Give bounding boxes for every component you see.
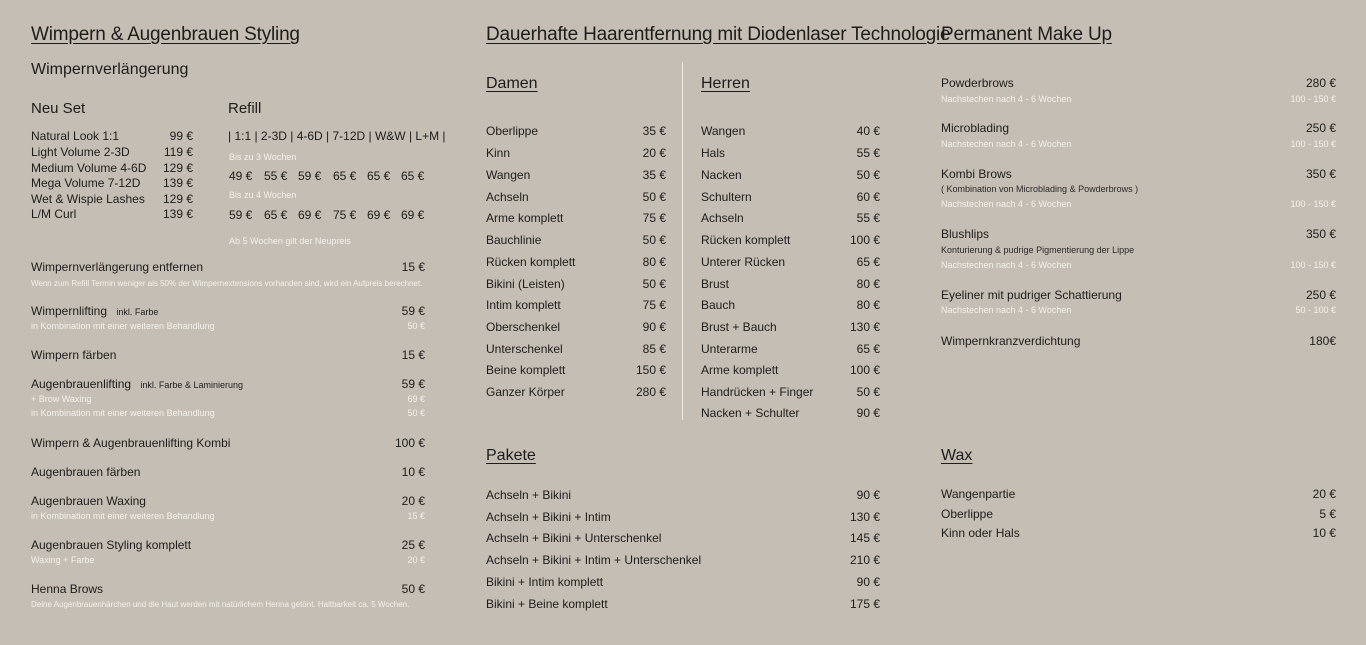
refill-4w-price: 59 € [229, 208, 253, 222]
damen-item-price: 20 € [642, 146, 666, 160]
pmu-item-detail: ( Kombination von Microblading & Powderbrows ) [941, 184, 1139, 194]
lifting-name: Wimpernlifting [31, 304, 108, 318]
herren-item-name: Achseln [701, 211, 744, 225]
kranz-price: 180€ [1309, 334, 1336, 348]
brauen-styling-name: Augenbrauen Styling komplett [31, 538, 192, 552]
lifting-extra: inkl. Farbe [116, 307, 159, 317]
lifting-price: 59 € [401, 304, 425, 318]
brauenlifting-note2-price: 50 € [407, 408, 425, 418]
pmu-item-price: 350 € [1305, 227, 1336, 241]
damen-item-name: Achseln [486, 190, 529, 204]
brauen-waxing-price: 20 € [401, 494, 425, 508]
brauen-waxing-name: Augenbrauen Waxing [31, 494, 146, 508]
neuset-item-price: 129 € [162, 161, 193, 175]
damen-item-price: 85 € [642, 342, 666, 356]
herren-label: Herren [701, 75, 750, 92]
pmu-item-note-price: 100 - 150 € [1290, 139, 1336, 149]
pmu-item-price: 280 € [1305, 76, 1336, 90]
herren-item-name: Nacken [701, 168, 742, 182]
paket-name: Achseln + Bikini + Intim + Unterschenkel [486, 553, 702, 567]
refill-header: | 1:1 | 2-3D | 4-6D | 7-12D | W&W | L+M | [228, 129, 446, 143]
wimpern-faerben-price: 15 € [401, 348, 425, 362]
refill-4w-label: Bis zu 4 Wochen [229, 190, 297, 200]
brauen-faerben-price: 10 € [401, 465, 425, 479]
damen-item-name: Unterschenkel [486, 342, 563, 356]
neuset-item-price: 99 € [169, 129, 193, 143]
entfernen-price: 15 € [401, 260, 425, 274]
pmu-item-name: Kombi Brows [941, 167, 1012, 181]
pmu-item-name: Blushlips [941, 227, 990, 241]
paket-name: Bikini + Beine komplett [486, 597, 608, 611]
herren-item-name: Unterer Rücken [701, 255, 786, 269]
henna-price: 50 € [401, 582, 425, 596]
paket-price: 90 € [856, 575, 880, 589]
pmu-item-note-price: 100 - 150 € [1290, 199, 1336, 209]
neuset-item-price: 139 € [162, 176, 193, 190]
wax-label: Wax [941, 447, 973, 464]
paket-price: 145 € [849, 531, 880, 545]
refill-3w-price: 59 € [298, 169, 322, 183]
damen-item-price: 50 € [642, 233, 666, 247]
wimpern-faerben-name: Wimpern färben [31, 348, 117, 362]
refill-note: Ab 5 Wochen gilt der Neupreis [229, 236, 351, 246]
herren-item-price: 55 € [856, 146, 880, 160]
herren-item-price: 50 € [856, 385, 880, 399]
refill-label: Refill [228, 100, 262, 117]
herren-item-name: Nacken + Schulter [701, 406, 800, 420]
brauenlifting-row [31, 377, 243, 391]
wax-item-price: 20 € [1312, 487, 1336, 501]
pmu-item-note: Nachstechen nach 4 - 6 Wochen [941, 305, 1072, 315]
herren-item-name: Schultern [701, 190, 752, 204]
pmu-item-note-price: 50 - 100 € [1295, 305, 1336, 315]
herren-item-price: 90 € [856, 406, 880, 420]
damen-item-price: 50 € [642, 190, 666, 204]
kombi-price: 100 € [394, 436, 425, 450]
damen-item-name: Wangen [486, 168, 531, 182]
damen-item-price: 280 € [635, 385, 666, 399]
refill-3w-label: Bis zu 3 Wochen [229, 152, 297, 162]
pakete-label: Pakete [486, 447, 536, 464]
henna-name: Henna Brows [31, 582, 104, 596]
pmu-item-name: Powderbrows [941, 76, 1014, 90]
damen-label: Damen [486, 75, 538, 92]
pmu-item-note: Nachstechen nach 4 - 6 Wochen [941, 139, 1072, 149]
damen-item-price: 75 € [642, 211, 666, 225]
brauen-faerben-name: Augenbrauen färben [31, 465, 141, 479]
brauen-waxing-note: in Kombination mit einer weiteren Behandlung [31, 511, 215, 521]
damen-item-name: Bikini (Leisten) [486, 277, 565, 291]
brauen-styling-note-price: 20 € [407, 555, 425, 565]
refill-3w-price: 65 € [401, 169, 425, 183]
neuset-item-name: Medium Volume 4-6D [31, 161, 147, 175]
refill-4w-price: 75 € [333, 208, 357, 222]
pmu-item-note: Nachstechen nach 4 - 6 Wochen [941, 260, 1072, 270]
refill-3w-price: 49 € [229, 169, 253, 183]
damen-item-name: Beine komplett [486, 363, 566, 377]
damen-item-price: 35 € [642, 124, 666, 138]
neuset-item-name: Light Volume 2-3D [31, 145, 130, 159]
pmu-item-name: Eyeliner mit pudriger Schattierung [941, 288, 1122, 302]
neuset-item-name: Mega Volume 7-12D [31, 176, 141, 190]
damen-item-price: 80 € [642, 255, 666, 269]
herren-item-name: Wangen [701, 124, 746, 138]
entfernen-name: Wimpernverlängerung entfernen [31, 260, 204, 274]
neuset-item-price: 139 € [162, 207, 193, 221]
column-divider [682, 62, 683, 420]
refill-4w-price: 65 € [264, 208, 288, 222]
damen-item-name: Oberlippe [486, 124, 539, 138]
pmu-item-note: Nachstechen nach 4 - 6 Wochen [941, 199, 1072, 209]
wax-item-price: 5 € [1319, 507, 1336, 521]
damen-item-name: Oberschenkel [486, 320, 561, 334]
brauenlifting-price: 59 € [401, 377, 425, 391]
damen-item-price: 50 € [642, 277, 666, 291]
brauenlifting-note1-price: 69 € [407, 394, 425, 404]
herren-item-name: Hals [701, 146, 726, 160]
brauenlifting-note2: in Kombination mit einer weiteren Behandlung [31, 408, 215, 418]
wax-item-name: Oberlippe [941, 507, 994, 521]
herren-item-price: 100 € [849, 363, 880, 377]
refill-4w-price: 69 € [298, 208, 322, 222]
damen-item-name: Intim komplett [486, 298, 561, 312]
damen-item-name: Bauchlinie [486, 233, 542, 247]
henna-note: Deine Augenbrauenhärchen und die Haut werden mit natürlichem Henna getönt. Haltbarkeit ca. 5 Wochen. [31, 600, 410, 609]
brauenlifting-name: Augenbrauenlifting [31, 377, 132, 391]
pmu-item-price: 350 € [1305, 167, 1336, 181]
paket-name: Achseln + Bikini + Intim [486, 510, 611, 524]
damen-item-name: Ganzer Körper [486, 385, 565, 399]
pmu-item-note-price: 100 - 150 € [1290, 94, 1336, 104]
damen-item-price: 35 € [642, 168, 666, 182]
herren-item-price: 65 € [856, 255, 880, 269]
brauen-styling-price: 25 € [401, 538, 425, 552]
damen-item-name: Arme komplett [486, 211, 564, 225]
lifting-note-price: 50 € [407, 321, 425, 331]
herren-item-price: 40 € [856, 124, 880, 138]
pmu-item-name: Microblading [941, 121, 1010, 135]
herren-item-name: Arme komplett [701, 363, 779, 377]
kombi-name: Wimpern & Augenbrauenlifting Kombi [31, 436, 231, 450]
pmu-item-price: 250 € [1305, 288, 1336, 302]
paket-name: Bikini + Intim komplett [486, 575, 604, 589]
herren-item-price: 65 € [856, 342, 880, 356]
neuset-item-name: Natural Look 1:1 [31, 129, 120, 143]
paket-price: 90 € [856, 488, 880, 502]
paket-price: 175 € [849, 597, 880, 611]
damen-item-name: Rücken komplett [486, 255, 576, 269]
neuset-item-name: L/M Curl [31, 207, 77, 221]
herren-item-price: 80 € [856, 298, 880, 312]
paket-price: 130 € [849, 510, 880, 524]
herren-item-name: Brust + Bauch [701, 320, 777, 334]
wax-item-name: Wangenpartie [941, 487, 1016, 501]
brauenlifting-note1: + Brow Waxing [31, 394, 92, 404]
herren-item-price: 60 € [856, 190, 880, 204]
herren-item-name: Bauch [701, 298, 736, 312]
refill-4w-price: 69 € [401, 208, 425, 222]
brauen-styling-note: Waxing + Farbe [31, 555, 95, 565]
herren-item-price: 100 € [849, 233, 880, 247]
herren-item-price: 130 € [849, 320, 880, 334]
herren-item-name: Brust [701, 277, 730, 291]
lifting-note: in Kombination mit einer weiteren Behandlung [31, 321, 215, 331]
refill-3w-price: 55 € [264, 169, 288, 183]
refill-4w-price: 69 € [367, 208, 391, 222]
neuset-item-price: 129 € [162, 192, 193, 206]
paket-price: 210 € [849, 553, 880, 567]
pmu-item-note-price: 100 - 150 € [1290, 260, 1336, 270]
section-title-haarentfernung: Dauerhafte Haarentfernung mit Diodenlaser Technologie [486, 24, 951, 45]
neuset-item-price: 119 € [163, 145, 193, 159]
brauen-waxing-note-price: 15 € [407, 511, 425, 521]
damen-item-price: 75 € [642, 298, 666, 312]
pmu-item-detail: Konturierung & pudrige Pigmentierung der Lippe [941, 245, 1135, 255]
damen-item-price: 150 € [635, 363, 666, 377]
section-title-permanent-make-up: Permanent Make Up [941, 24, 1112, 45]
herren-item-price: 55 € [856, 211, 880, 225]
neuset-label: Neu Set [31, 100, 86, 117]
neuset-item-name: Wet & Wispie Lashes [31, 192, 145, 206]
pmu-item-price: 250 € [1305, 121, 1336, 135]
refill-3w-price: 65 € [367, 169, 391, 183]
herren-item-price: 50 € [856, 168, 880, 182]
herren-item-name: Handrücken + Finger [701, 385, 814, 399]
subtitle-wimpernverlaengerung: Wimpernverlängerung [31, 61, 189, 78]
entfernen-note: Wenn zum Refill Termin weniger als 50% der Wimpernextensions vorhanden sind, wird ein Aufpreis berechnet. [31, 279, 423, 288]
refill-3w-price: 65 € [333, 169, 357, 183]
wax-item-price: 10 € [1312, 526, 1336, 540]
paket-name: Achseln + Bikini [486, 488, 572, 502]
lifting-row [31, 304, 158, 318]
section-title-wimpern-augenbrauen: Wimpern & Augenbrauen Styling [31, 24, 300, 45]
paket-name: Achseln + Bikini + Unterschenkel [486, 531, 662, 545]
pmu-item-note: Nachstechen nach 4 - 6 Wochen [941, 94, 1072, 104]
herren-item-name: Rücken komplett [701, 233, 791, 247]
wax-item-name: Kinn oder Hals [941, 526, 1020, 540]
brauenlifting-extra: inkl. Farbe & Laminierung [140, 380, 243, 390]
damen-item-price: 90 € [642, 320, 666, 334]
herren-item-price: 80 € [856, 277, 880, 291]
herren-item-name: Unterarme [701, 342, 758, 356]
kranz-name: Wimpernkranzverdichtung [941, 334, 1081, 348]
damen-item-name: Kinn [486, 146, 511, 160]
